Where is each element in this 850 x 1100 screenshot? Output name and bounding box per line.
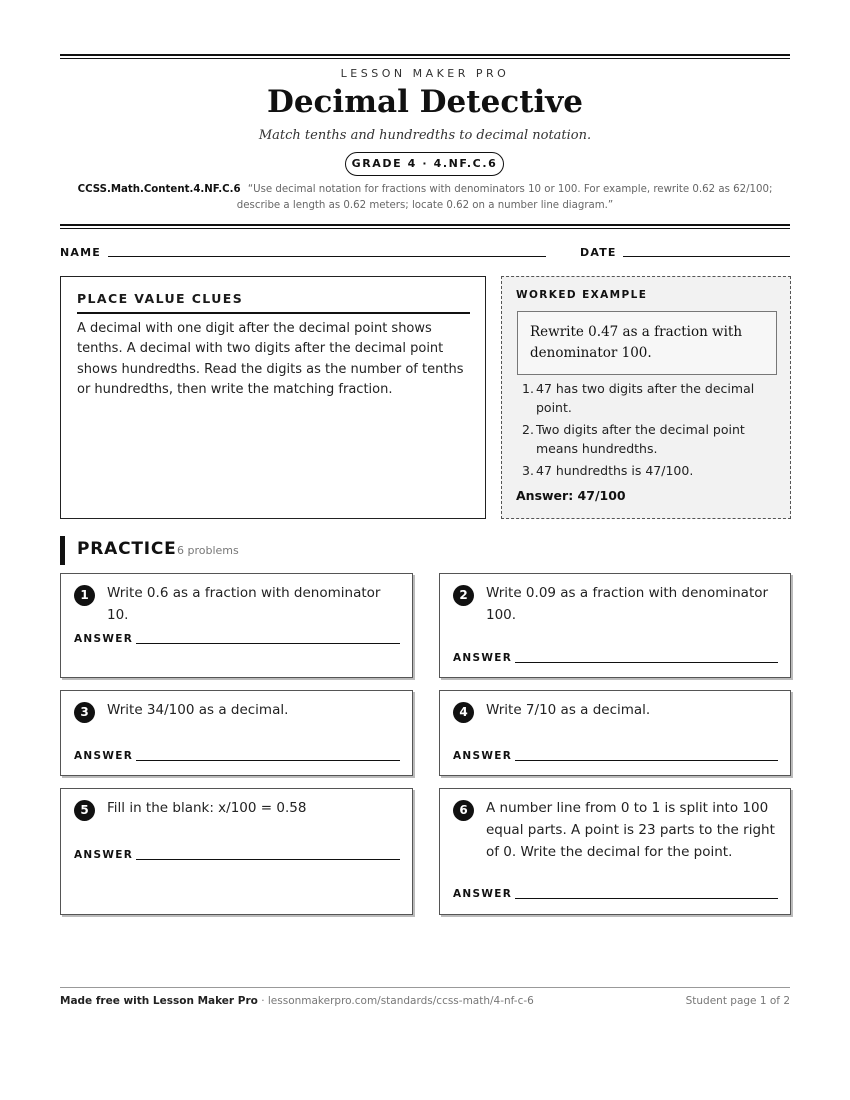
worked-example-steps [516, 379, 778, 483]
top-rule-thin [60, 58, 790, 59]
answer-label: ANSWER [453, 652, 513, 664]
answer-field[interactable] [515, 898, 778, 899]
problem-card-4 [439, 690, 791, 776]
problem-text: Write 7/10 as a decimal. [486, 702, 651, 718]
standard-text: “Use decimal notation for fractions with denominators 10 or 100. For example, rewrite 0.62 as 62/100; describe a length as 0.62 meters; locate 0.62 on a number line diagram.” [236, 184, 773, 211]
problem-number-badge: 6 [453, 800, 474, 821]
practice-count: 6 problems [177, 544, 239, 557]
clues-heading: PLACE VALUE CLUES [77, 291, 470, 314]
answer-label: ANSWER [74, 633, 134, 645]
answer-label: ANSWER [453, 750, 513, 762]
problem-number-badge: 1 [74, 585, 95, 606]
worked-step [516, 420, 778, 458]
header-bottom-rule-thin [60, 228, 790, 229]
step-text: 47 hundredths is 47/100. [536, 463, 694, 478]
answer-field[interactable] [136, 643, 400, 644]
problem-number-badge: 5 [74, 800, 95, 821]
name-field[interactable] [108, 256, 546, 257]
name-label: NAME [60, 246, 101, 259]
brand-name: LESSON MAKER PRO [340, 67, 510, 80]
problem-card-3 [60, 690, 413, 776]
practice-title: PRACTICE [77, 539, 177, 559]
problem-number-badge: 4 [453, 702, 474, 723]
worked-step [516, 379, 778, 417]
answer-label: ANSWER [453, 888, 513, 900]
header-bottom-rule [60, 224, 790, 226]
clues-body: A decimal with one digit after the decimal point shows tenths. A decimal with two digits after the decimal point shows hundredths. Read the digits as the number of tenths or hundredths, then write the matching fraction. [77, 321, 464, 397]
footer-url-link[interactable]: lessonmakerpro.com/standards/ccss-math/4-nf-c-6 [267, 995, 534, 1007]
grade-badge: GRADE 4 · 4.NF.C.6 [345, 152, 504, 176]
worked-example-answer: Answer: 47/100 [516, 488, 626, 503]
answer-field[interactable] [515, 760, 778, 761]
worked-example-box [501, 276, 791, 519]
footer-page-number: Student page 1 of 2 [685, 995, 790, 1007]
problem-text: Fill in the blank: x/100 = 0.58 [107, 800, 307, 816]
step-number: 3. [522, 463, 534, 478]
footer-rule [60, 987, 790, 988]
footer-credit [60, 995, 534, 1007]
problem-text: Write 34/100 as a decimal. [107, 702, 289, 718]
step-text: 47 has two digits after the decimal point. [536, 381, 755, 415]
problem-card-5 [60, 788, 413, 915]
answer-label: ANSWER [74, 750, 134, 762]
standard-description [60, 182, 790, 214]
problem-text: Write 0.6 as a fraction with denominator 10. [107, 585, 381, 623]
worked-example-prompt: Rewrite 0.47 as a fraction with denominator 100. [517, 311, 777, 375]
answer-label: ANSWER [74, 849, 134, 861]
problem-card-6 [439, 788, 791, 915]
problem-card-2 [439, 573, 791, 678]
footer-separator: · [257, 995, 268, 1007]
problem-text: A number line from 0 to 1 is split into 100 equal parts. A point is 23 parts to the right of 0. Write the decimal for the point. [486, 800, 775, 860]
answer-field[interactable] [136, 859, 400, 860]
page-title: Decimal Detective [266, 84, 584, 120]
step-text: Two digits after the decimal point means hundredths. [536, 422, 745, 456]
top-rule [60, 54, 790, 56]
date-field[interactable] [623, 256, 790, 257]
problem-text: Write 0.09 as a fraction with denominator 100. [486, 585, 769, 623]
answer-field[interactable] [515, 662, 778, 663]
step-number: 1. [522, 381, 534, 396]
place-value-clues-box [60, 276, 486, 519]
footer-made-with: Made free with Lesson Maker Pro [60, 995, 258, 1007]
worked-example-heading: WORKED EXAMPLE [516, 289, 648, 301]
standard-code: CCSS.Math.Content.4.NF.C.6 [77, 184, 241, 195]
page-subtitle: Match tenths and hundredths to decimal notation. [258, 128, 592, 143]
answer-field[interactable] [136, 760, 400, 761]
worked-step [516, 461, 778, 480]
problem-card-1 [60, 573, 413, 678]
problem-number-badge: 3 [74, 702, 95, 723]
date-label: DATE [580, 246, 617, 259]
step-number: 2. [522, 422, 534, 437]
problem-number-badge: 2 [453, 585, 474, 606]
practice-accent-bar [60, 536, 65, 565]
